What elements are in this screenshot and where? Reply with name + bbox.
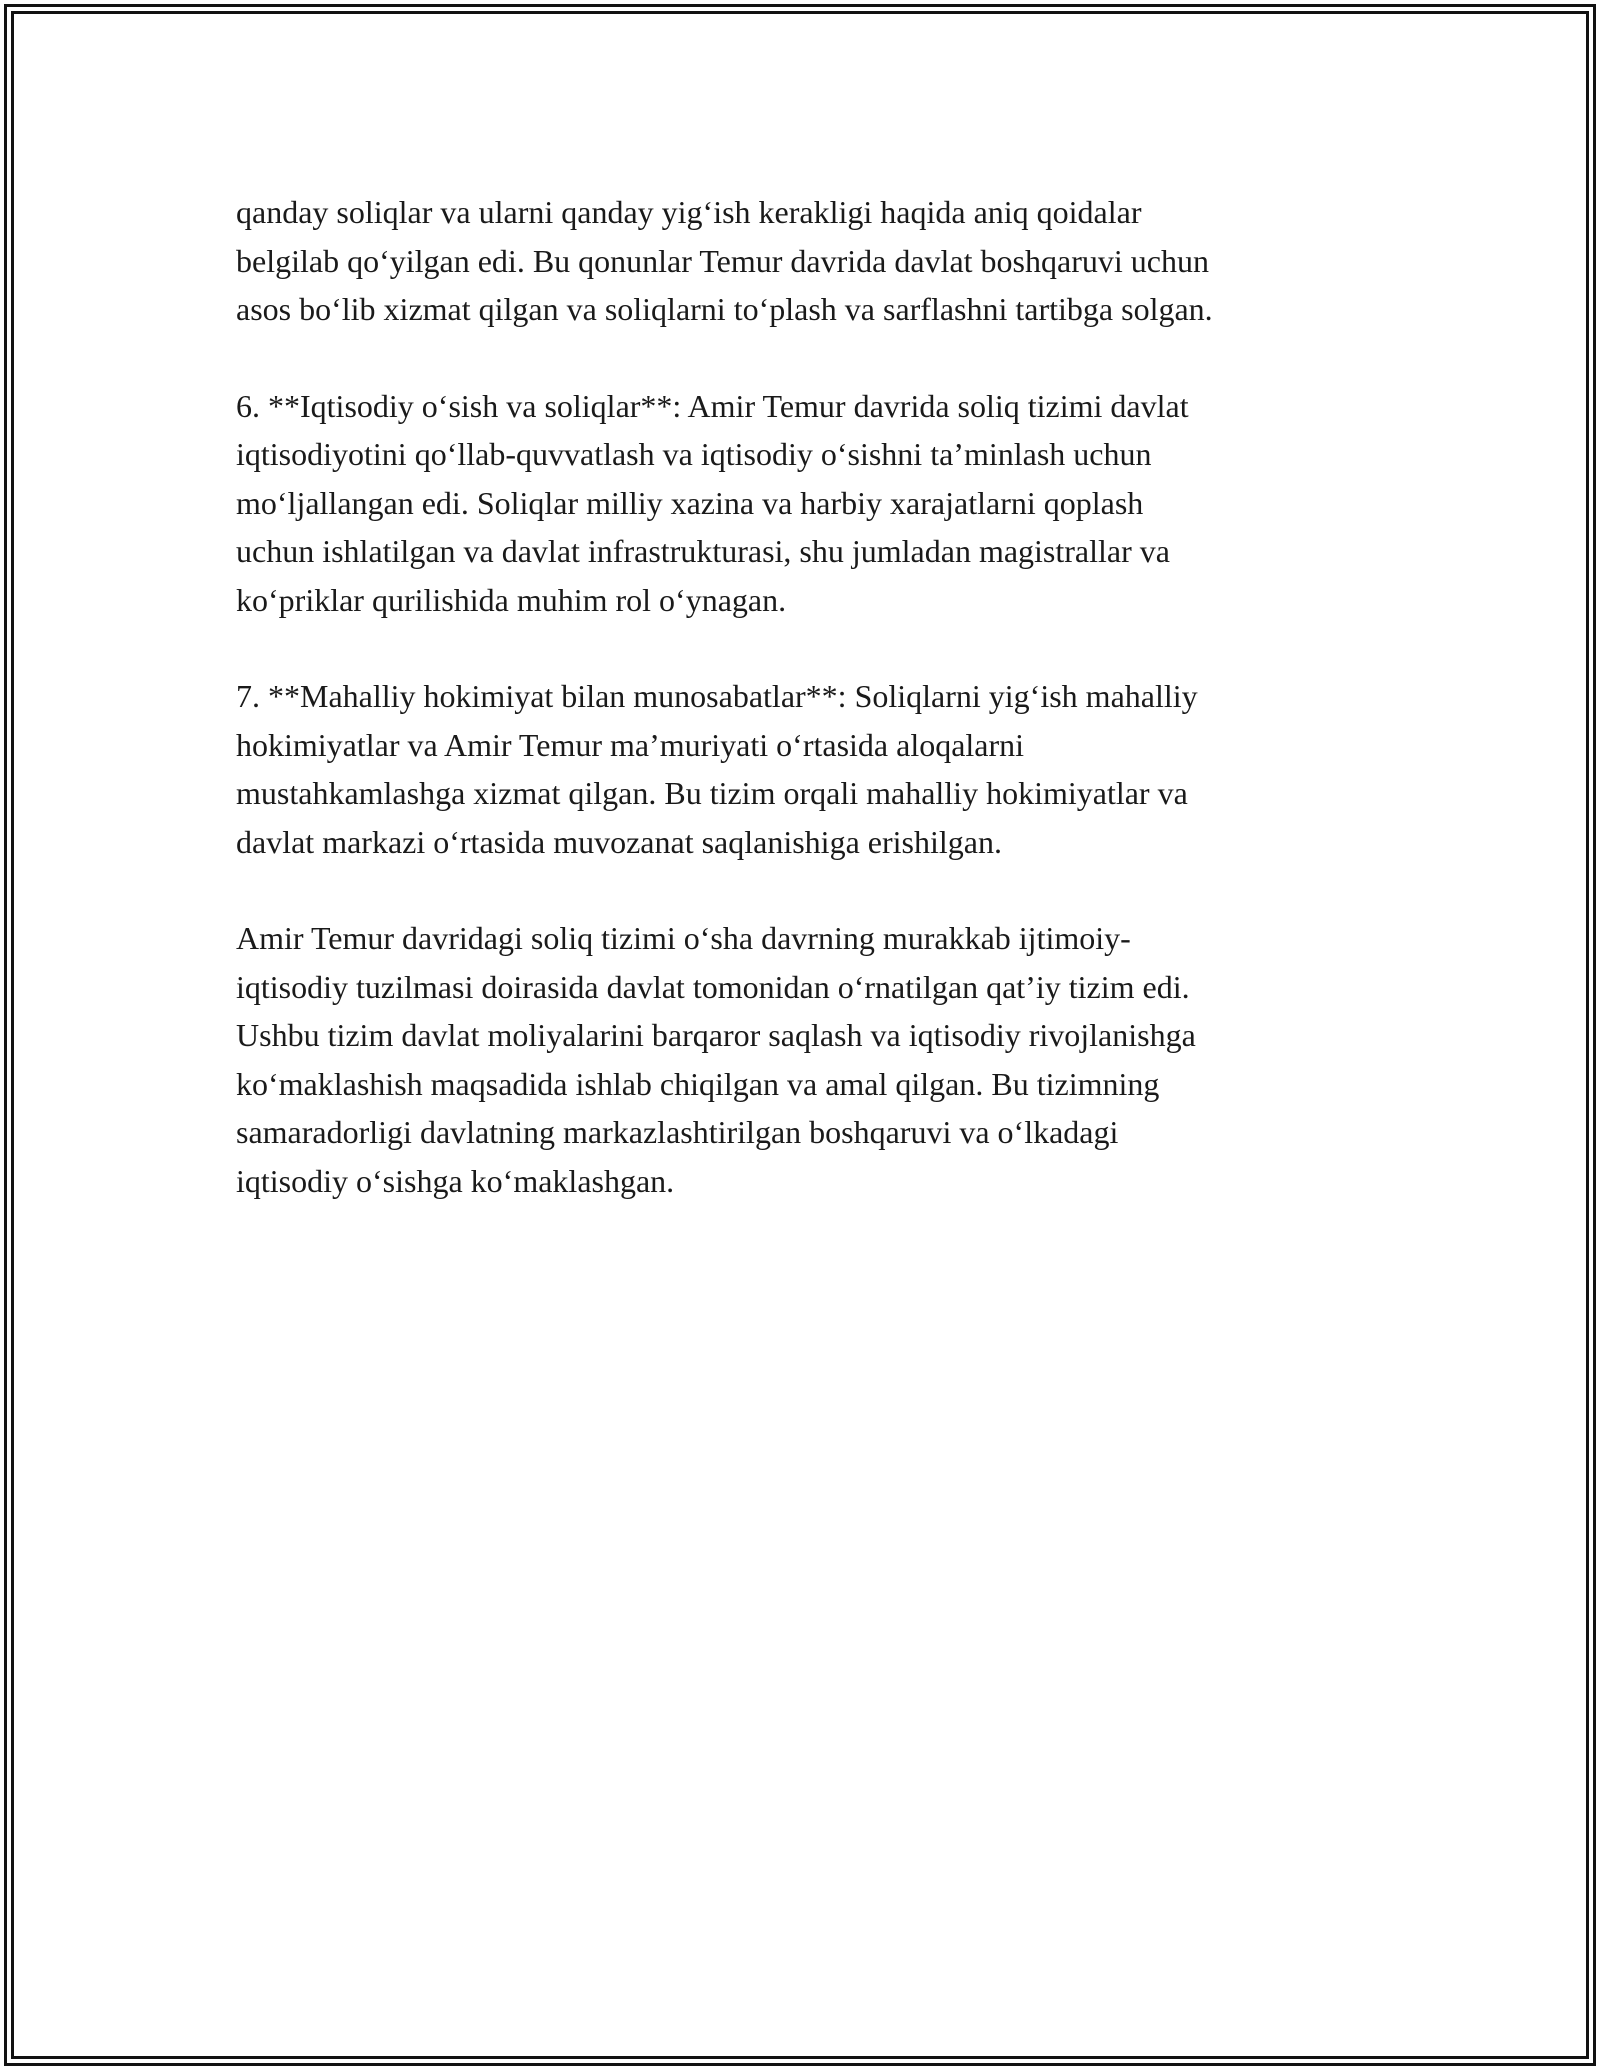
text-line: mustahkamlashga xizmat qilgan. Bu tizim orqali mahalliy hokimiyatlar va xyxy=(236,775,1188,811)
text-line: mo‘ljallangan edi. Soliqlar milliy xazina va harbiy xarajatlarni qoplash xyxy=(236,484,1144,521)
text-line: Ushbu tizim davlat moliyalarini barqaror saqlash va iqtisodiy rivojlanishga xyxy=(236,1017,1196,1053)
paragraph-conclusion xyxy=(236,914,1386,1205)
text-line: Amir Temur davridagi soliq tizimi o‘sha davrning murakkab ijtimoiy- xyxy=(236,920,1131,956)
text-line: ko‘maklashish maqsadida ishlab chiqilgan va amal qilgan. Bu tizimning xyxy=(236,1065,1160,1102)
text-line: davlat markazi o‘rtasida muvozanat saqlanishiga erishilgan. xyxy=(236,823,1002,860)
text-line: samaradorligi davlatning markazlashtirilgan boshqaruvi va o‘lkadagi xyxy=(236,1114,1119,1150)
text-line: ko‘priklar qurilishida muhim rol o‘ynagan. xyxy=(236,581,787,618)
text-line: iqtisodiyotini qo‘llab-quvvatlash va iqtisodiy o‘sishni ta’minlash uchun xyxy=(236,436,1152,472)
text-line: 6. **Iqtisodiy o‘sish va soliqlar**: Amir Temur davrida soliq tizimi davlat xyxy=(236,387,1189,424)
text-line: hokimiyatlar va Amir Temur ma’muriyati o‘rtasida aloqalarni xyxy=(236,726,1025,763)
text-line: qanday soliqlar va ularni qanday yig‘ish kerakligi haqida aniq qoidalar xyxy=(236,194,1142,230)
paragraph-tax-rules-continuation xyxy=(236,188,1386,334)
text-line: uchun ishlatilgan va davlat infrastrukturasi, shu jumladan magistrallar va xyxy=(236,533,1170,569)
text-line: iqtisodiy o‘sishga ko‘maklashgan. xyxy=(236,1162,675,1199)
text-line: asos bo‘lib xizmat qilgan va soliqlarni to‘plash va sarflashni tartibga solgan. xyxy=(236,291,1213,327)
text-line: 7. **Mahalliy hokimiyat bilan munosabatlar**: Soliqlarni yig‘ish mahalliy xyxy=(236,678,1198,714)
document-body xyxy=(236,188,1386,1253)
paragraph-local-government xyxy=(236,672,1386,866)
text-line: iqtisodiy tuzilmasi doirasida davlat tomonidan o‘rnatilgan qat’iy tizim edi. xyxy=(236,968,1190,1005)
paragraph-economic-growth xyxy=(236,382,1386,625)
text-line: belgilab qo‘yilgan edi. Bu qonunlar Temur davrida davlat boshqaruvi uchun xyxy=(236,242,1209,279)
